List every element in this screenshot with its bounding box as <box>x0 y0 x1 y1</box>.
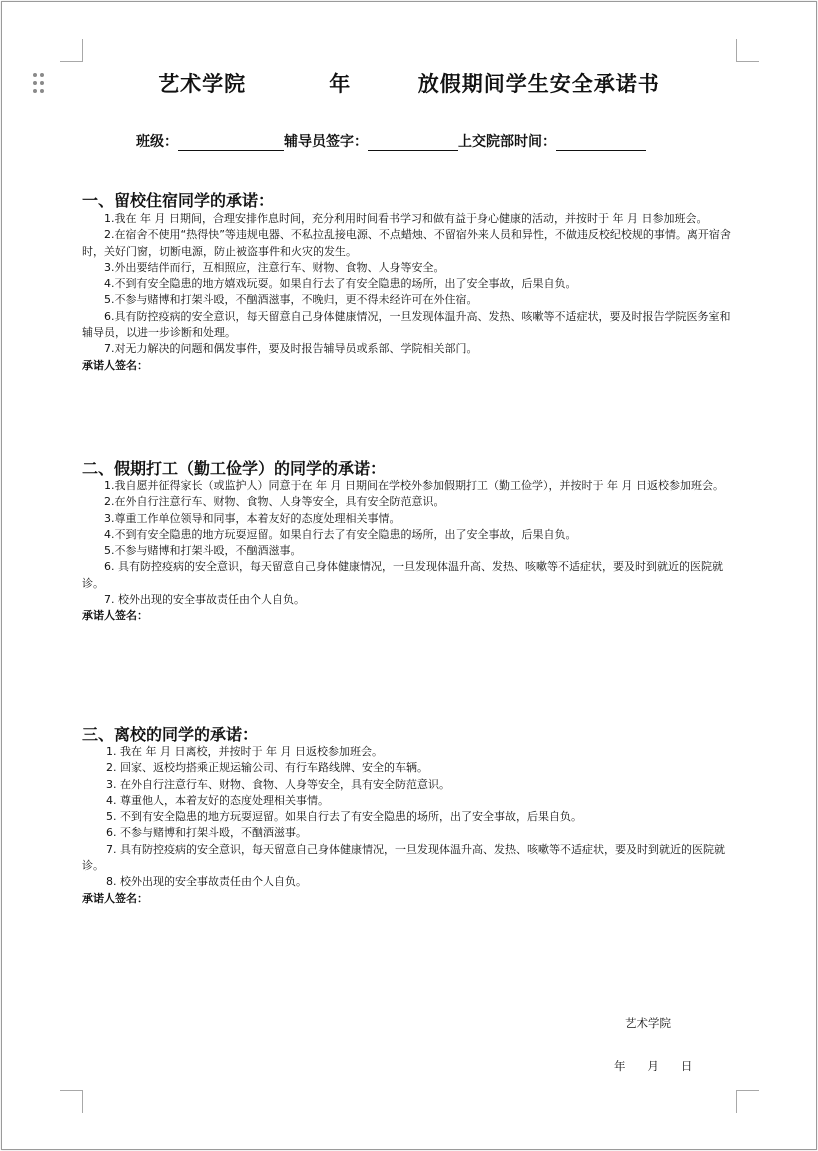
section-3-body <box>82 744 736 907</box>
section-1-body <box>82 211 736 374</box>
counselor-blank[interactable] <box>368 134 458 151</box>
list-item: 1. 我在 年 月 日离校，并按时于 年 月 日返校参加班会。 <box>106 745 383 758</box>
signature-label: 承诺人签名： <box>82 609 148 623</box>
list-item: 7.对无力解决的问题和偶发事件，要及时报告辅导员或系部、学院相关部门。 <box>104 342 478 356</box>
list-item: 1.我在 年 月 日期间，合理安排作息时间，充分利用时间看书学习和做有益于身心健康的活动，并按时于 年 月 日参加班会。 <box>104 212 708 225</box>
drag-handle-icon[interactable] <box>32 72 46 94</box>
section-1-heading: 一、留校住宿同学的承诺： <box>82 191 275 210</box>
section-2-body <box>82 478 736 625</box>
margin-corner-bottom-right <box>736 1090 759 1113</box>
counselor-label: 辅导员签字： <box>284 134 368 150</box>
list-item: 5.不参与赌博和打架斗殴，不酗酒滋事。 <box>104 544 302 558</box>
section-3-heading: 三、离校的同学的承诺： <box>82 725 259 744</box>
list-item: 4.不到有安全隐患的地方玩耍逗留。如果自行去了有安全隐患的场所，出了安全事故，后果自负。 <box>104 527 577 541</box>
list-item: 2.在宿舍不使用“热得快”等违规电器、不私拉乱接电源、不点蜡烛、不留宿外来人员和异性，不做违反校纪校规的事情。离开宿舍时，关好门窗，切断电源，防止被盗事件和火灾的发生。 <box>82 228 731 258</box>
list-item: 6. 具有防控疫病的安全意识，每天留意自己身体健康情况，一旦发现体温升高、发热、咳嗽等不适症状，要及时到就近的医院就诊。 <box>82 560 723 590</box>
list-item: 3.尊重工作单位领导和同事，本着友好的态度处理相关事情。 <box>104 511 401 525</box>
list-item: 8. 校外出现的安全事故责任由个人自负。 <box>106 875 307 889</box>
list-item: 5.不参与赌博和打架斗殴，不酗酒滋事，不晚归，更不得未经许可在外住宿。 <box>104 293 478 307</box>
margin-corner-top-left <box>60 39 83 62</box>
list-item: 4. 尊重他人，本着友好的态度处理相关事情。 <box>106 793 329 807</box>
list-item: 5. 不到有安全隐患的地方玩耍逗留。如果自行去了有安全隐患的场所，出了安全事故，后果自负。 <box>106 810 582 824</box>
margin-corner-bottom-left <box>60 1090 83 1113</box>
submit-label: 上交院部时间： <box>458 134 556 150</box>
list-item: 4.不到有安全隐患的地方嬉戏玩耍。如果自行去了有安全隐患的场所，出了安全事故，后果自负。 <box>104 277 577 291</box>
margin-corner-top-right <box>736 39 759 62</box>
section-2-heading: 二、假期打工（勤工俭学）的同学的承诺： <box>82 459 387 478</box>
signature-label: 承诺人签名： <box>82 358 148 372</box>
list-item: 3.外出要结伴而行，互相照应，注意行车、财物、食物、人身等安全。 <box>104 260 445 274</box>
list-item: 6.具有防控疫病的安全意识，每天留意自己身体健康情况，一旦发现体温升高、发热、咳嗽等不适症状，要及时报告学院医务室和辅导员，以进一步诊断和处理。 <box>82 309 731 340</box>
document-title: 艺术学院 年 放假期间学生安全承诺书 <box>158 71 660 96</box>
footer-school: 艺术学院 <box>625 1016 671 1030</box>
list-item: 7. 校外出现的安全事故责任由个人自负。 <box>104 593 305 607</box>
list-item: 2. 回家、返校均搭乘正规运输公司、有行车路线牌、安全的车辆。 <box>106 761 428 775</box>
footer-date: 年 月 日 <box>614 1059 693 1073</box>
info-line <box>136 131 646 151</box>
submit-blank[interactable] <box>556 134 646 151</box>
list-item: 7. 具有防控疫病的安全意识，每天留意自己身体健康情况，一旦发现体温升高、发热、咳嗽等不适症状，要及时到就近的医院就诊。 <box>82 842 725 873</box>
list-item: 6. 不参与赌博和打架斗殴，不酗酒滋事。 <box>106 826 307 840</box>
class-label: 班级： <box>136 134 178 150</box>
class-blank[interactable] <box>178 134 284 151</box>
signature-label: 承诺人签名： <box>82 891 148 905</box>
list-item: 1.我自愿并征得家长（或监护人）同意于在 年 月 日期间在学校外参加假期打工（勤工俭学），并按时于 年 月 日返校参加班会。 <box>104 479 724 492</box>
list-item: 3. 在外自行注意行车、财物、食物、人身等安全，具有安全防范意识。 <box>106 777 450 791</box>
list-item: 2.在外自行注意行车、财物、食物、人身等安全，具有安全防范意识。 <box>104 495 445 509</box>
